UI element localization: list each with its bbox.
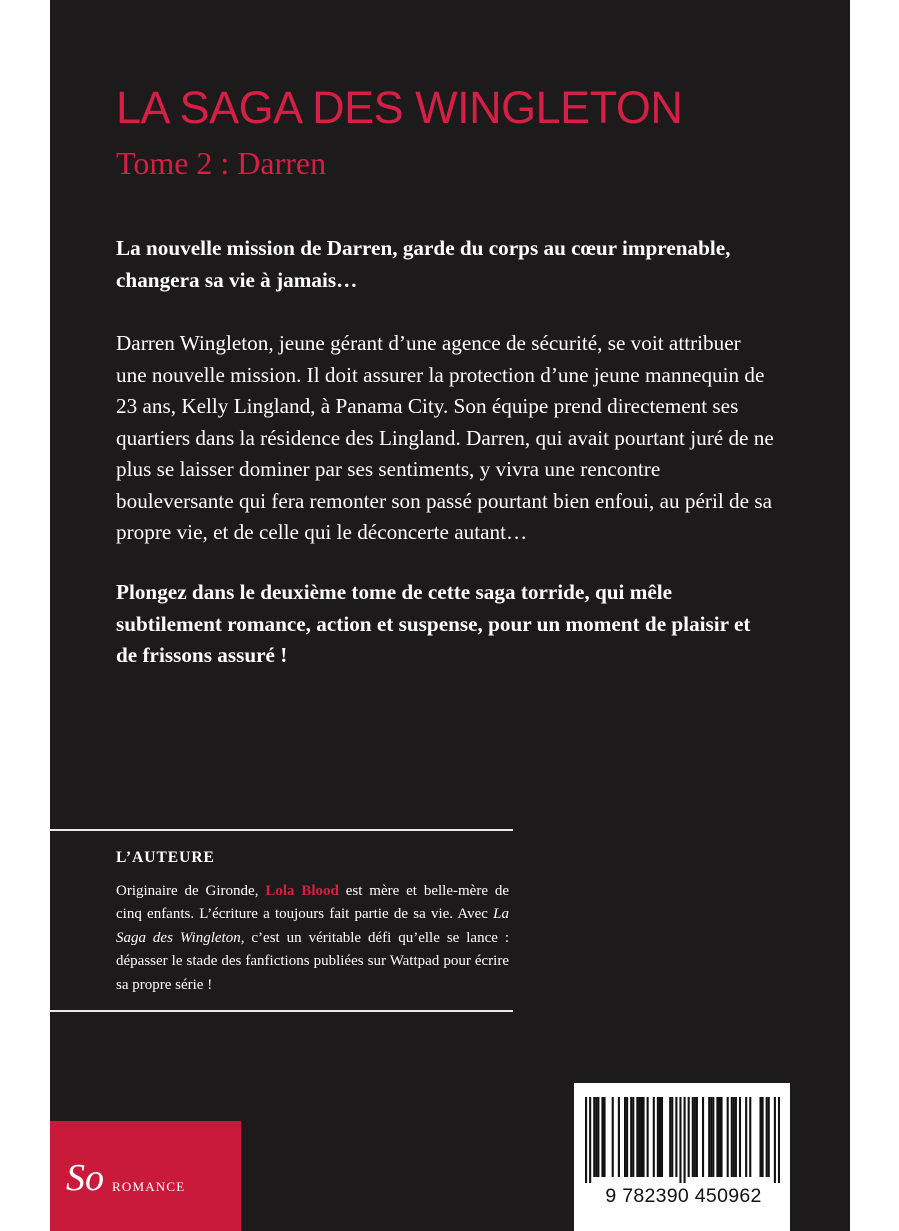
barcode-bar [712,1097,714,1177]
barcode-bar [659,1097,661,1177]
barcode-bar [710,1097,712,1177]
barcode-bar [642,1097,644,1177]
barcode-bar [601,1097,603,1177]
divider-top [50,829,513,831]
barcode-bar [694,1097,696,1177]
barcode-bar [603,1097,605,1177]
barcode-bar [727,1097,729,1177]
barcode-bar [585,1097,587,1183]
barcode-bar [612,1097,614,1177]
barcode-bar [630,1097,632,1177]
barcode-bar [708,1097,710,1177]
barcode-bar [595,1097,597,1177]
tome-title: Tome 2 : Darren [116,145,327,181]
barcode-bar [766,1097,768,1177]
barcode-bar [731,1097,733,1177]
barcode-bar [720,1097,722,1177]
barcode-bar [684,1097,686,1183]
barcode-bar [618,1097,620,1177]
barcode-bar [632,1097,634,1177]
barcode-bar [692,1097,694,1177]
author-bio-end: , c’est un véritable défi qu’elle se lance : dépasser le stade des fanfictions publiées sur Wattpad pour écrire sa propre série ! [116,929,509,993]
book-title-italic: La Saga des Wingleton [116,906,509,946]
barcode-bar [626,1097,628,1177]
barcode-bar [718,1097,720,1177]
barcode-bar [778,1097,780,1183]
tagline: La nouvelle mission de Darren, garde du corps au cœur imprenable, changera sa vie à jamais… [116,236,731,292]
barcode-bar [638,1097,640,1177]
barcode-bar [739,1097,741,1177]
series-title: LA SAGA DES WINGLETON [116,82,683,133]
barcode-bar [702,1097,704,1177]
barcode-bar [657,1097,659,1177]
author-bio-intro: Originaire de Gironde, [116,883,266,899]
author-heading: L’AUTEURE [116,849,215,866]
barcode-bar [671,1097,673,1177]
barcode-bar [593,1097,595,1177]
author-bio-middle: est mère et belle-mère de cinq enfants. L’écriture a toujours fait partie de sa vie. Avec [116,883,510,923]
barcode-bar [716,1097,718,1177]
so-romance-logo [64,1150,114,1202]
barcode-bar [653,1097,655,1177]
barcode-bar [640,1097,642,1177]
barcode-bar [688,1097,690,1177]
isbn-number: 9 782390 450962 [605,1185,762,1207]
barcode-bar [661,1097,663,1177]
author-name: Lola Blood [265,883,339,899]
barcode-bar [733,1097,735,1177]
barcode-bar [589,1097,591,1183]
barcode-bar [768,1097,770,1177]
barcode-bar [745,1097,747,1177]
barcode-bar [749,1097,751,1177]
barcode-bar [647,1097,649,1177]
divider-bottom [50,1010,513,1012]
barcode-bar [675,1097,677,1177]
barcode-bar [762,1097,764,1177]
barcode-bar [759,1097,761,1177]
isbn-barcode [585,1097,780,1183]
barcode-bar [696,1097,698,1177]
synopsis: Darren Wingleton, jeune gérant d’une agence de sécurité, se voit attribuer une nouvelle mission. Il doit assurer la protection d’une jeune mannequin de 23 ans, Kelly Lingland, à Panama City. Son équipe prend directement ses quartiers dans la résidence des Lingland. Darren, qui avait pourtant juré de ne plus se laisser dominer par ses sentiments, y vivra une rencontre bouleversante qui fera remonter son passé pourtant bien enfoui, au péril de sa propre vie, et de celle qui le déconcerte autant… [116,331,774,544]
barcode-bar [735,1097,737,1177]
imprint-name: ROMANCE [112,1179,186,1194]
barcode-bar [774,1097,776,1183]
barcode-bar [597,1097,599,1177]
barcode-bar [624,1097,626,1177]
logo-so-text: So [66,1157,104,1199]
barcode-bar [679,1097,681,1183]
barcode-bar [669,1097,671,1177]
barcode-bar [636,1097,638,1177]
closing-pitch: Plongez dans le deuxième tome de cette saga torride, qui mêle subtilement romance, action et suspense, pour un moment de plaisir et de frissons assuré ! [116,580,751,667]
author-bio [116,880,509,997]
